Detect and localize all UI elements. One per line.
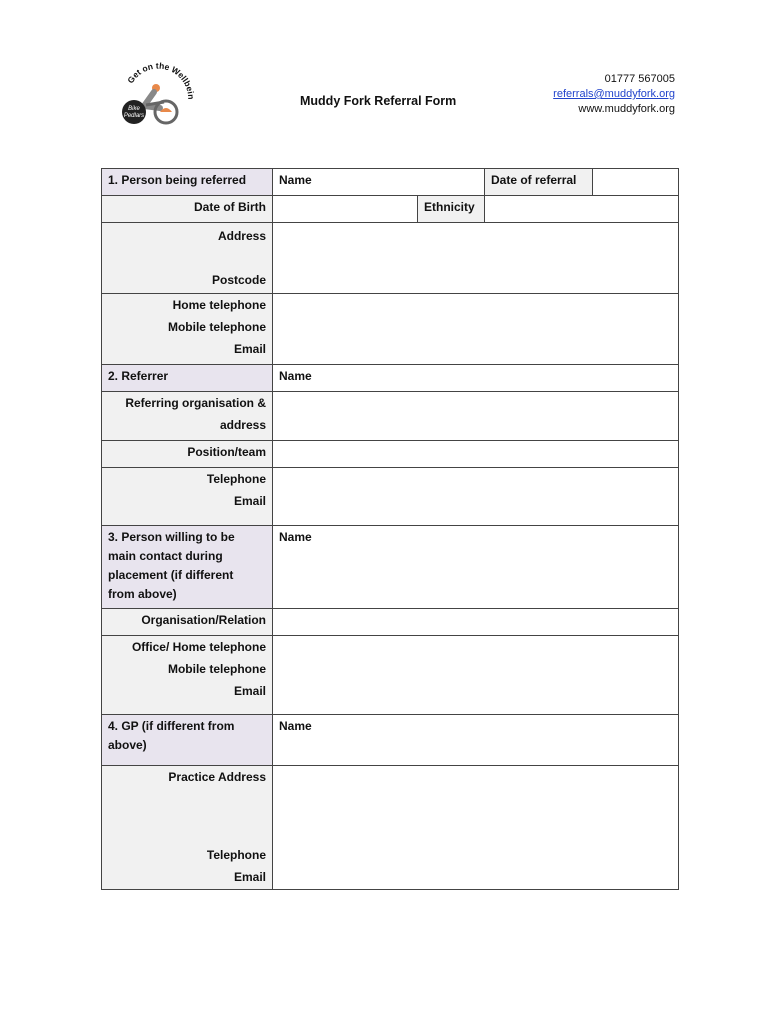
s2-telephone-label: Telephone (206, 472, 266, 486)
contact-block (553, 72, 675, 117)
s1-dob-label: Date of Birth (102, 196, 273, 223)
s4-heading-line1: 4. GP (if different from (108, 719, 235, 733)
s2-organisation-field[interactable] (273, 392, 679, 441)
s2-contact-field[interactable] (273, 468, 679, 526)
s2-organisation-label (102, 392, 273, 441)
s4-practice-field[interactable] (273, 766, 679, 890)
s1-date-of-referral-label: Date of referral (485, 169, 593, 196)
s1-address-label: Address (217, 229, 266, 243)
s3-contact-field[interactable] (273, 636, 679, 715)
s4-practice-address-label: Practice Address (168, 770, 266, 784)
website-url: www.muddyfork.org (578, 103, 675, 115)
s4-practice-labels (102, 766, 273, 890)
s2-org-line1: Referring organisation & (125, 396, 266, 410)
logo (116, 58, 198, 136)
s3-heading-line2: main contact during (108, 549, 223, 563)
section-2-heading: 2. Referrer (102, 365, 273, 392)
s2-position-field[interactable] (273, 441, 679, 468)
s1-name-field[interactable]: Name (273, 169, 485, 196)
s2-position-label: Position/team (102, 441, 273, 468)
s1-contact-field[interactable] (273, 294, 679, 365)
section-3-heading (102, 526, 273, 609)
s4-telephone-label: Telephone (206, 848, 266, 862)
s1-dob-field[interactable] (273, 196, 418, 223)
s1-home-tel-label: Home telephone (172, 298, 266, 312)
email-link[interactable]: referrals@muddyfork.org (553, 88, 675, 100)
s3-name-field[interactable]: Name (273, 526, 679, 609)
s1-address-field[interactable] (273, 223, 679, 294)
phone-number: 01777 567005 (604, 73, 675, 85)
s3-org-relation-field[interactable] (273, 609, 679, 636)
s1-date-of-referral-field[interactable] (593, 169, 679, 196)
s1-email-label: Email (233, 342, 266, 356)
s1-ethnicity-field[interactable] (485, 196, 679, 223)
logo-slogan: Get on the Wellbein (125, 60, 197, 100)
section-4-heading (102, 715, 273, 766)
s2-org-line2: address (219, 418, 266, 432)
s3-heading-line4: from above) (108, 587, 177, 601)
s4-email-label: Email (233, 870, 266, 884)
s1-mobile-tel-label: Mobile telephone (167, 320, 266, 334)
s1-contact-labels (102, 294, 273, 365)
s3-contact-labels (102, 636, 273, 715)
s1-ethnicity-label: Ethnicity (418, 196, 485, 223)
referral-form-table (101, 168, 679, 890)
s3-email-label: Email (233, 684, 266, 698)
s2-contact-labels (102, 468, 273, 526)
s2-name-field[interactable]: Name (273, 365, 679, 392)
s1-postcode-label: Postcode (211, 273, 266, 287)
s3-org-relation-label: Organisation/Relation (102, 609, 273, 636)
document-title: Muddy Fork Referral Form (300, 94, 457, 108)
s4-heading-line2: above) (108, 738, 147, 752)
s3-heading-line3: placement (if different (108, 568, 234, 582)
s3-office-home-tel-label: Office/ Home telephone (131, 640, 266, 654)
logo-badge-line2: Pedlars (123, 113, 145, 119)
s3-heading-line1: 3. Person willing to be (108, 530, 235, 544)
section-1-heading: 1. Person being referred (102, 169, 273, 196)
s2-email-label: Email (233, 494, 266, 508)
s4-name-field[interactable]: Name (273, 715, 679, 766)
logo-badge-line1: Bike (128, 106, 140, 112)
s3-mobile-tel-label: Mobile telephone (167, 662, 266, 676)
s1-address-labels (102, 223, 273, 294)
